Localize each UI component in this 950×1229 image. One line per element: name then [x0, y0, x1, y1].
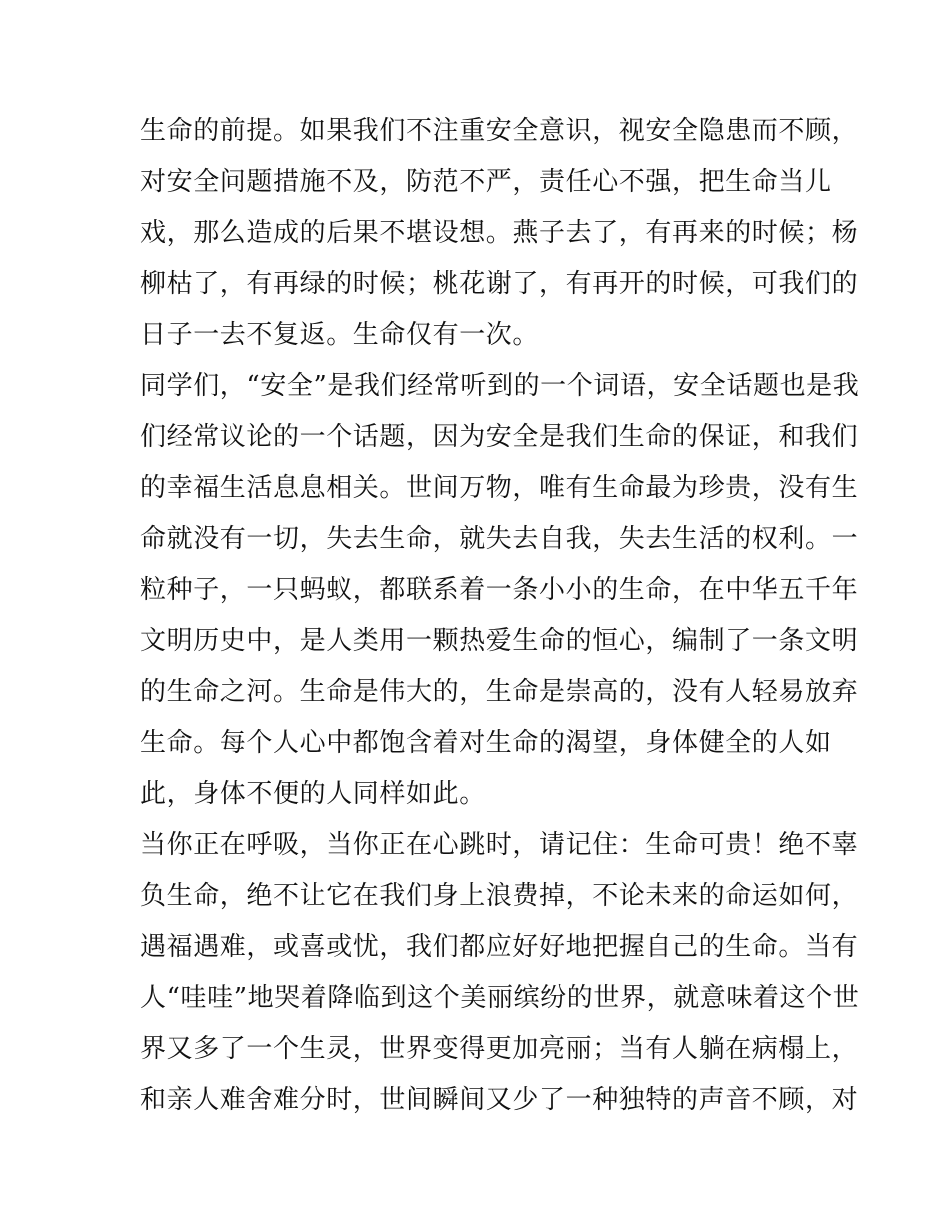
text-line: 对安全问题措施不及，防范不严，责任心不强，把生命当儿 — [140, 167, 832, 197]
text-line: 戏，那么造成的后果不堪设想。燕子去了，有再来的时候；杨 — [140, 218, 859, 248]
text-line: 同学们，“安全”是我们经常听到的一个词语，安全话题也是我 — [140, 371, 860, 401]
text-line: 粒种子，一只蚂蚁，都联系着一条小小的生命，在中华五千年 — [140, 575, 859, 605]
text-line: 人“哇哇”地哭着降临到这个美丽缤纷的世界，就意味着这个世 — [140, 983, 860, 1013]
text-line: 日子一去不复返。生命仅有一次。 — [140, 320, 540, 350]
text-line: 此，身体不便的人同样如此。 — [140, 779, 486, 809]
text-line: 生命。每个人心中都饱含着对生命的渴望，身体健全的人如 — [140, 728, 832, 758]
text-line: 界又多了一个生灵，世界变得更加亮丽；当有人躺在病榻上， — [140, 1034, 859, 1064]
text-line: 遇福遇难，或喜或忧，我们都应好好地把握自己的生命。当有 — [140, 932, 859, 962]
text-line: 的幸福生活息息相关。世间万物，唯有生命最为珍贵，没有生 — [140, 473, 859, 503]
text-line: 命就没有一切，失去生命，就失去自我，失去生活的权利。一 — [140, 524, 859, 554]
text-line: 的生命之河。生命是伟大的，生命是崇高的，没有人轻易放弃 — [140, 677, 859, 707]
body-text — [140, 106, 860, 1126]
text-line: 柳枯了，有再绿的时候；桃花谢了，有再开的时候，可我们的 — [140, 269, 859, 299]
text-line: 当你正在呼吸，当你正在心跳时，请记住：生命可贵！绝不辜 — [140, 830, 859, 860]
text-line: 负生命，绝不让它在我们身上浪费掉，不论未来的命运如何， — [140, 881, 859, 911]
text-line: 生命的前提。如果我们不注重安全意识，视安全隐患而不顾， — [140, 116, 859, 146]
text-line: 们经常议论的一个话题，因为安全是我们生命的保证，和我们 — [140, 422, 859, 452]
text-line: 文明历史中，是人类用一颗热爱生命的恒心，编制了一条文明 — [140, 626, 859, 656]
text-line: 和亲人难舍难分时，世间瞬间又少了一种独特的声音不顾，对 — [140, 1085, 859, 1115]
